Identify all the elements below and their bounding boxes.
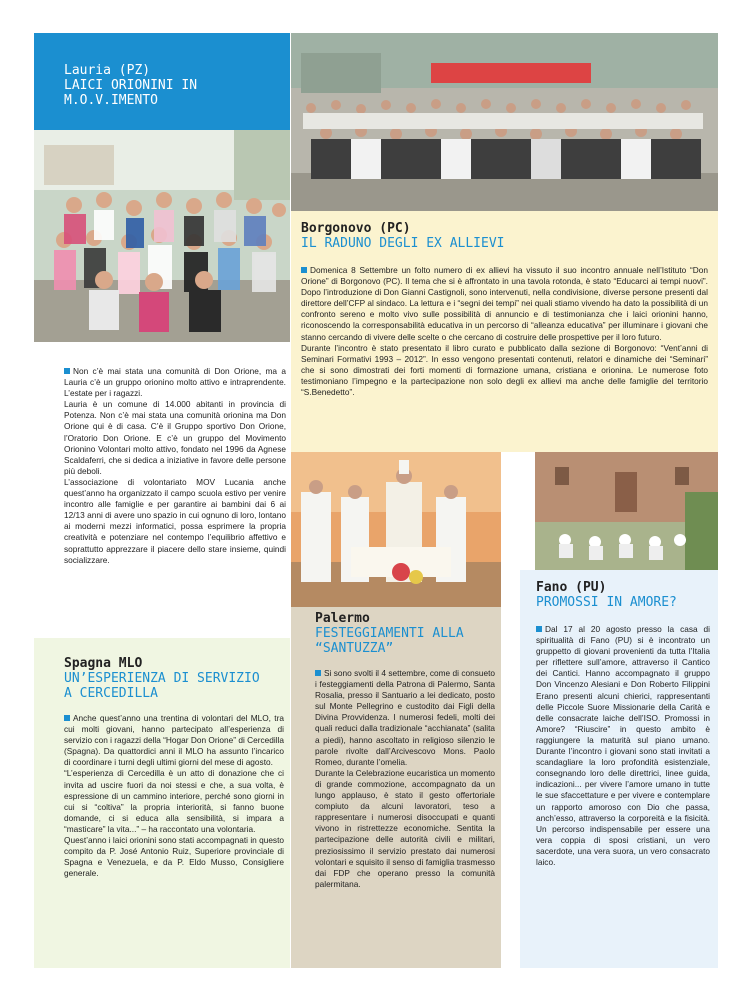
borgonovo-body [301, 265, 708, 398]
lauria-body [64, 366, 286, 566]
borgonovo-group-photo [291, 33, 718, 211]
fano-paragraph-1: Dal 17 al 20 agosto presso la casa di spiritualità di Fano (PU) si è incontrato un gruppetto di giovani provenienti da tutta l’Italia per riflettere sull’amore, attraverso il Cantico dei Cantici. Hanno accompagnato il gruppo Don Vincenzo Alesiani e Don Roberto Filippini Erano presenti alcuni chierici, rappresentanti delle Piccole Suore Missionarie della Carità e delle consacrate laiche dell’ISO. Promossi in Amore? “Riuscire” in questo ambito è raggiungere la maturità sul piano umano. Durante l’incontro i giovani sono stati invitati a scandagliare la loro profondità esistenziale, consegnando loro delle direttrici, linee guida, indicazioni... per vivere l’amore umano in tutte le sue sfaccettature e per vivere e contemplare un rapporto amoroso con Dio che passa, anch’esso, attraverso la corporeità e la fisicità. Un percorso indispensabile per essere una vera coppia di sposi cristiani, un vero sacerdote, una vera suora, un vero consacrato laico. [536, 624, 710, 867]
lauria-paragraph-1: Non c’è mai stata una comunità di Don Orione, ma a Lauria c’è un gruppo orionino molto attivo e intraprendente. L’estate per i ragazzi. [64, 366, 286, 399]
lauria-group-photo [34, 130, 290, 342]
palermo-box [291, 607, 501, 968]
palermo-mass-photo [291, 452, 501, 607]
lauria-location: Lauria (PZ) [64, 63, 151, 78]
lauria-title-line1: LAICI ORIONINI IN [64, 78, 198, 93]
bullet-square-icon [64, 715, 70, 721]
fano-group-photo [535, 452, 718, 570]
borgonovo-paragraph-1: Domenica 8 Settembre un folto numero di ex allievi ha vissuto il suo incontro annuale nell’Istituto “Don Orione” di Borgonovo (PC). Il tema che si è affrontato in una tavola rotonda, è stato “Educarci ai tempi nuovi”. Dopo l’introduzione di Don Gianni Castignoli, sono intervenuti, nella condivisione, diverse persone presenti dal direttore dell’CFP al sindaco. La lettura e i “segni dei tempi” nei quali stiamo vivendo ha dato la possibilità di un confronto sereno e molto vivo sulle possibilità di annuncio e di testimonianza che i laici orionini hanno, riconoscendo la corresponsabilità educativa in un percorso di “alleanza educativa” per illuminare i giovani che stanno cercando di vivere delle scelte o che cercano di costruire delle prospettive per il loro futuro. [301, 265, 708, 342]
lauria-header [34, 33, 290, 130]
lauria-paragraph-3: L’associazione di volontariato MOV Lucania anche quest’anno ha organizzato il campo scuola estivo per venire incontro alle famiglie e per garantire ai bambini dai 6 ai 12/13 anni di avere uno spazio in cui ognuno di loro, lontano ai moderni mezzi informatici, possa esprimere la propria creatività e potenziare nel contempo l’equilibrio affettivo e soprattutto apprezzare il piacere dello stare insieme, quindi socializzare. [64, 476, 286, 565]
palermo-body [315, 668, 495, 890]
bullet-square-icon [301, 267, 307, 273]
spagna-title-line1: UN’ESPERIENZA DI SERVIZIO [64, 671, 260, 686]
palermo-location: Palermo [315, 611, 370, 626]
fano-box [520, 570, 718, 968]
spagna-paragraph-2: “L’esperienza di Cercedilla è un atto di donazione che ci invita ad uscire fuori da noi stessi e che, a sua volta, è espressione di un cammino interiore, perché sono giorni in cui si “coltiva” la propria interiorità, si fanno buone domande, ci si educa alla sensibilità, si impara a “masticare” la vita...” – ha raccontato una volontaria. [64, 768, 284, 834]
palermo-paragraph-1: Si sono svolti il 4 settembre, come di consueto i festeggiamenti della Patrona di Palermo, Santa Rosalia, presso il Santuario a lei dedicato, posto sul Monte Pellegrino e custodito dai Figli della Divina Provvidenza. I numerosi fedeli, molti dei quali reduci dalla tradizionale “acchianata” (salita a piedi), hanno ascoltato in religioso silenzio le parole rivolte dall’Arcivescovo Mons. Paolo Romeo, durante l’omelia. [315, 668, 495, 767]
fano-title: PROMOSSI IN AMORE? [536, 595, 677, 610]
palermo-paragraph-2: Durante la Celebrazione eucaristica un momento di grande commozione, accompagnato da un lungo applauso, è stato il gesto offertoriale compiuto da alcuni lavoratori, teso a rappresentare i numerosi disoccupati e quanti vivono in ristrettezze economiche. Sentita la partecipazione delle autorità civili e militari, preziosissimo il servizio prestato dai numerosi volontari e squisito il senso di famiglia trasmesso dai FDP che operano presso la comunità palermitana. [315, 767, 495, 889]
borgonovo-location: Borgonovo (PC) [301, 221, 411, 236]
borgonovo-box [291, 211, 718, 452]
lauria-paragraph-2: Lauria è un comune di 14.000 abitanti in provincia di Potenza. Non c’è mai stata una comunità orionina ma Don Orione qui è di casa. C’è il Gruppo sportivo Don Orione, l’Oratorio Don Orione. E c’è un gruppo del Movimento Orionino Volontari molto attivo, fondato nel 1996 da Agnese Scaldaferri, che si dedica a iniziative in favore delle persone più deboli. [64, 399, 286, 476]
lauria-title-line2: M.O.V.IMENTO [64, 93, 158, 108]
bullet-square-icon [315, 670, 321, 676]
spagna-paragraph-3: Quest’anno i laici orionini sono stati accompagnati in questo compito da P. José Antonio Ruiz, Superiore provinciale di Spagna e Venezuela, e da P. Eldo Musso, Consigliere generale. [64, 835, 284, 879]
spagna-title-line2: A CERCEDILLA [64, 686, 158, 701]
bullet-square-icon [64, 368, 70, 374]
palermo-title-line2: “SANTUZZA” [315, 641, 394, 656]
fano-location: Fano (PU) [536, 580, 607, 595]
spagna-box [34, 638, 290, 968]
bullet-square-icon [536, 626, 542, 632]
fano-body [536, 624, 710, 868]
spagna-paragraph-1: Anche quest’anno una trentina di volontari del MLO, tra cui molti giovani, hanno partecipato all’esperienza di servizio con i ragazzi della “Hogar Don Orione” di Cercedilla (Spagna). Da quattordici anni il MLO ha assunto l’incarico di coordinare i turni degli ultimi giorni del mese di agosto. [64, 713, 284, 768]
spagna-location: Spagna MLO [64, 656, 143, 671]
borgonovo-title: IL RADUNO DEGLI EX ALLIEVI [301, 236, 505, 251]
palermo-title-line1: FESTEGGIAMENTI ALLA [315, 626, 464, 641]
spagna-body [64, 713, 284, 879]
borgonovo-paragraph-2: Durante l’incontro è stato presentato il libro curato e pubblicato dalla sezione di Borgonovo: “Vent’anni di Seminari Formativi 1993 – 2012”. In esso vengono presentati contenuti, relatori e dinamiche dei “Seminari” che si sono dimostrati dei forti momenti di formazione umana, cristiana e orionina. Le numerose foto testimoniano l’impegno e la partecipazione non solo degli ex allievi ma anche delle famiglie del territorio “S.Benedetto”. [301, 342, 708, 398]
